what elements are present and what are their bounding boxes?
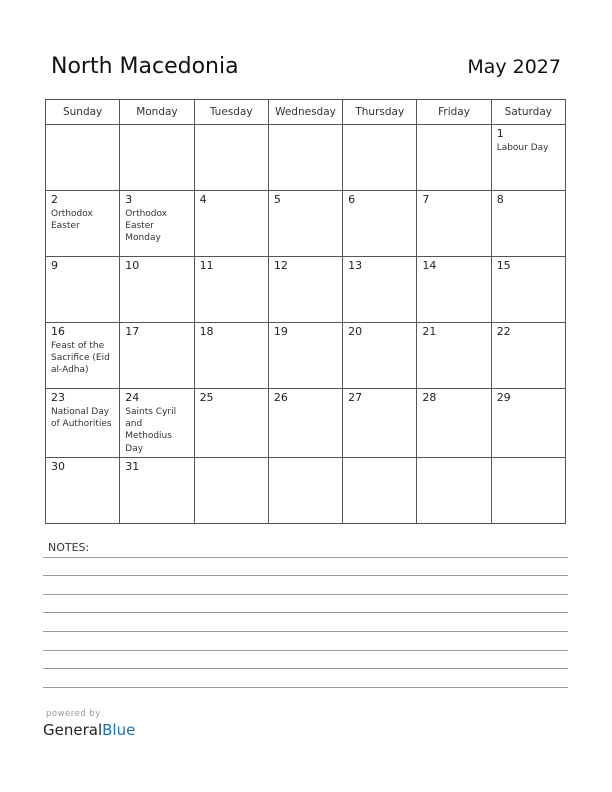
calendar-grid — [45, 99, 566, 524]
week-row-5 — [46, 389, 566, 458]
powered-by-text: powered by — [46, 709, 101, 719]
weekday-tuesday: Tuesday — [194, 100, 268, 125]
day-number: 3 — [125, 193, 133, 206]
notes-label: NOTES: — [48, 541, 90, 554]
week-row-1 — [46, 125, 566, 191]
day-number: 22 — [496, 325, 511, 338]
day-number: 29 — [496, 391, 511, 404]
holiday-label: Feast of the Sacrifice (Eid al-Adha) — [51, 341, 110, 376]
day-number: 26 — [273, 391, 288, 404]
day-cell — [491, 389, 565, 458]
brand-blue: Blue — [102, 721, 136, 739]
day-cell — [120, 257, 194, 323]
day-cell — [46, 323, 120, 389]
weekday-saturday: Saturday — [491, 100, 565, 125]
day-cell — [491, 457, 565, 523]
day-cell — [46, 257, 120, 323]
day-number: 23 — [51, 391, 65, 404]
day-cell — [417, 257, 491, 323]
day-cell — [343, 257, 417, 323]
day-number: 17 — [125, 325, 140, 338]
day-cell — [491, 191, 565, 257]
month-year-title: May 2027 — [467, 56, 561, 78]
day-number: 31 — [125, 459, 140, 473]
day-cell — [120, 389, 194, 458]
day-cell — [343, 191, 417, 257]
day-number: 30 — [51, 459, 65, 473]
day-cell — [343, 389, 417, 458]
day-cell — [194, 191, 268, 257]
day-number: 21 — [422, 325, 437, 338]
day-cell — [46, 389, 120, 458]
note-line — [43, 687, 568, 688]
day-number: 9 — [51, 259, 58, 272]
day-cell — [46, 125, 120, 191]
weekday-sunday: Sunday — [46, 100, 120, 125]
holiday-label: Saints Cyril and Methodius Day — [125, 407, 177, 454]
day-number: 24 — [125, 391, 140, 404]
day-cell — [343, 125, 417, 191]
day-number: 20 — [348, 325, 363, 338]
day-number: 14 — [422, 259, 437, 272]
day-cell — [417, 191, 491, 257]
note-line — [43, 612, 568, 613]
note-line — [43, 557, 568, 558]
day-cell — [268, 389, 342, 458]
week-row-6 — [46, 457, 566, 523]
week-row-3 — [46, 257, 566, 323]
day-cell — [268, 191, 342, 257]
note-line — [43, 594, 568, 595]
day-number: 8 — [496, 193, 504, 206]
day-cell — [491, 323, 565, 389]
day-cell — [120, 457, 194, 523]
day-number: 2 — [51, 193, 58, 206]
day-cell — [417, 389, 491, 458]
day-cell — [194, 457, 268, 523]
weekday-header-row — [46, 100, 566, 125]
weekday-thursday: Thursday — [343, 100, 417, 125]
day-cell — [194, 125, 268, 191]
day-number: 12 — [273, 259, 288, 272]
week-row-2 — [46, 191, 566, 257]
weekday-wednesday: Wednesday — [268, 100, 342, 125]
note-line — [43, 631, 568, 632]
day-number: 18 — [199, 325, 214, 338]
day-number: 7 — [422, 193, 430, 206]
day-number: 16 — [51, 325, 65, 338]
day-number: 15 — [496, 259, 511, 272]
country-title: North Macedonia — [51, 54, 239, 79]
day-cell — [120, 125, 194, 191]
day-cell — [491, 257, 565, 323]
day-number: 1 — [496, 127, 504, 140]
weekday-friday: Friday — [417, 100, 491, 125]
brand-general: General — [43, 721, 103, 739]
note-line — [43, 668, 568, 669]
day-cell — [46, 191, 120, 257]
day-number: 27 — [348, 391, 363, 404]
note-line — [43, 575, 568, 576]
day-cell — [194, 389, 268, 458]
day-cell — [343, 457, 417, 523]
week-row-4 — [46, 323, 566, 389]
day-cell — [268, 257, 342, 323]
day-number: 5 — [273, 193, 281, 206]
day-cell — [417, 125, 491, 191]
day-number: 25 — [199, 391, 214, 404]
day-cell — [194, 323, 268, 389]
weekday-monday: Monday — [120, 100, 194, 125]
holiday-label: Orthodox Easter Monday — [125, 209, 168, 244]
generalblue-logo[interactable] — [43, 721, 135, 739]
day-number: 13 — [348, 259, 363, 272]
day-number: 28 — [422, 391, 437, 404]
holiday-label: National Day of Authorities — [51, 407, 112, 430]
day-cell — [417, 457, 491, 523]
day-cell — [120, 323, 194, 389]
day-cell — [268, 323, 342, 389]
day-number: 6 — [348, 193, 356, 206]
day-cell — [268, 457, 342, 523]
note-line — [43, 650, 568, 651]
day-number: 19 — [273, 325, 288, 338]
day-number: 10 — [125, 259, 140, 272]
day-cell — [194, 257, 268, 323]
day-cell — [46, 457, 120, 523]
day-cell — [417, 323, 491, 389]
day-number: 4 — [199, 193, 207, 206]
day-cell — [343, 323, 417, 389]
day-cell — [120, 191, 194, 257]
holiday-label: Orthodox Easter — [51, 209, 93, 232]
day-cell — [491, 125, 565, 191]
day-cell — [268, 125, 342, 191]
day-number: 11 — [199, 259, 214, 272]
holiday-label: Labour Day — [496, 143, 549, 153]
